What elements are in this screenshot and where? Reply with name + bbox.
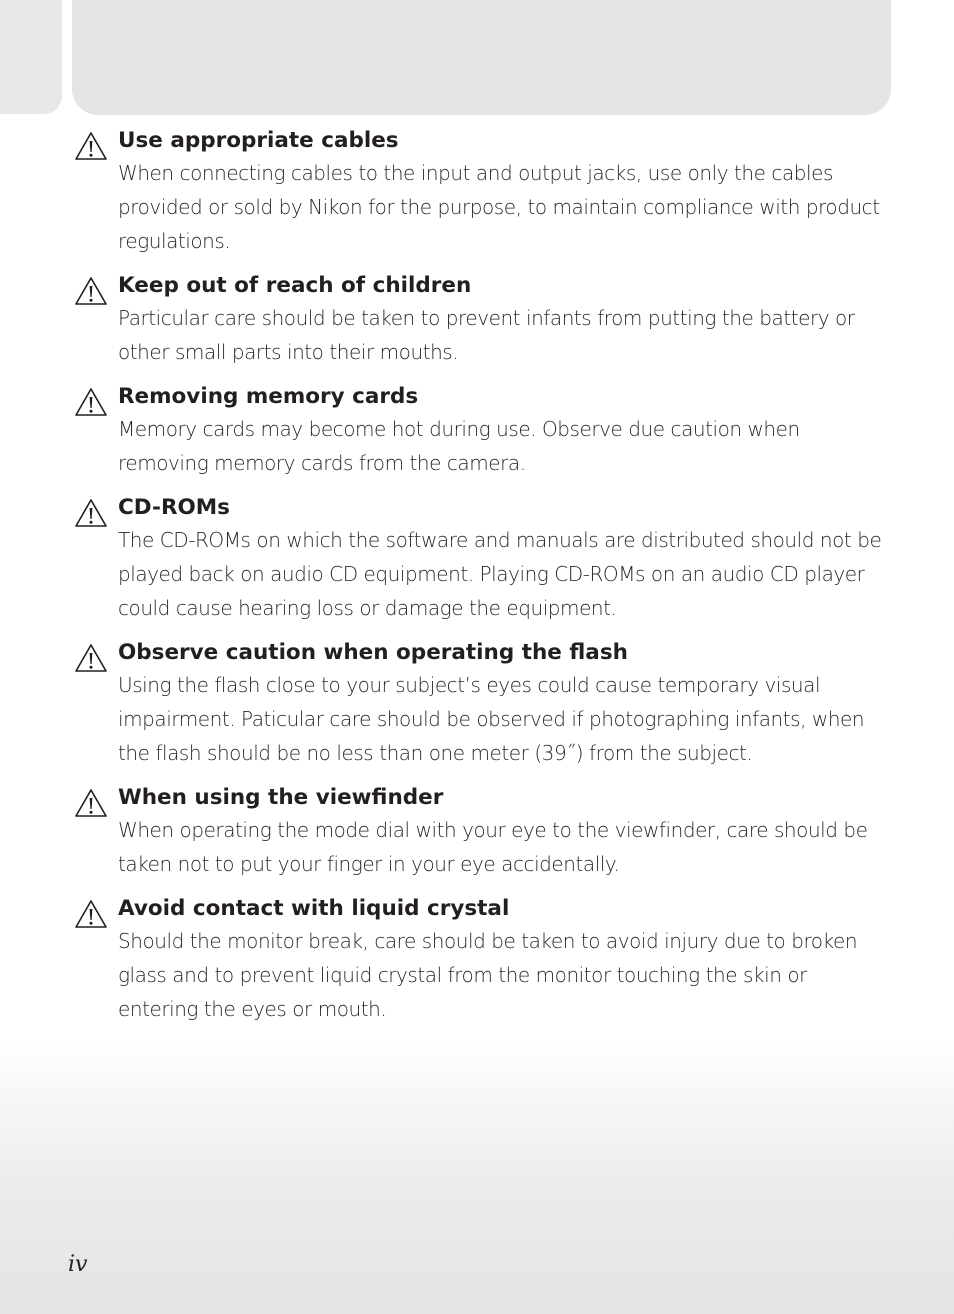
caution-body: Memory cards may become hot during use. Observe due caution when removing memory cards from the camera. [118,417,800,475]
caution-title: CD-ROMs [118,495,230,520]
caution-title: Avoid contact with liquid crystal [118,896,510,921]
header-band [72,0,891,115]
caution-section-children [72,271,892,369]
caution-title: Removing memory cards [118,384,419,409]
caution-body: Using the flash close to your subject’s eyes could cause temporary visual impairment. Paticular care should be observed if photographing infants, when the flash should be no less than one meter (39˝) from the subject. [118,673,865,765]
caution-list [72,126,892,1039]
warning-triangle-icon [74,788,108,818]
warning-triangle-icon [74,643,108,673]
caution-body: Should the monitor break, care should be taken to avoid injury due to broken glass and to prevent liquid crystal from the monitor touching the skin or entering the eyes or mouth. [118,929,858,1021]
caution-section-viewfinder [72,783,892,881]
caution-body: When connecting cables to the input and output jacks, use only the cables provided or sold by Nikon for the purpose, to maintain compliance with product regulations. [118,161,880,253]
warning-triangle-icon [74,131,108,161]
caution-body: The CD-ROMs on which the software and manuals are distributed should not be played back on audio CD equipment. Playing CD-ROMs on an audio CD player could cause hearing loss or damage the equipment. [118,528,882,620]
caution-section-liquid-crystal [72,894,892,1026]
warning-triangle-icon [74,387,108,417]
warning-triangle-icon [74,899,108,929]
caution-title: Keep out of reach of children [118,273,472,298]
page-edge-tab [0,0,62,114]
warning-triangle-icon [74,498,108,528]
caution-section-memory-cards [72,382,892,480]
page-number: iv [68,1252,88,1277]
caution-title: Use appropriate cables [118,128,399,153]
caution-section-cables [72,126,892,258]
caution-title: When using the viewfinder [118,785,444,810]
caution-section-cd-roms [72,493,892,625]
warning-triangle-icon [74,276,108,306]
caution-title: Observe caution when operating the flash [118,640,628,665]
caution-body: When operating the mode dial with your eye to the viewfinder, care should be taken not to put your finger in your eye accidentally. [118,818,868,876]
caution-section-flash [72,638,892,770]
caution-body: Particular care should be taken to prevent infants from putting the battery or other small parts into their mouths. [118,306,855,364]
